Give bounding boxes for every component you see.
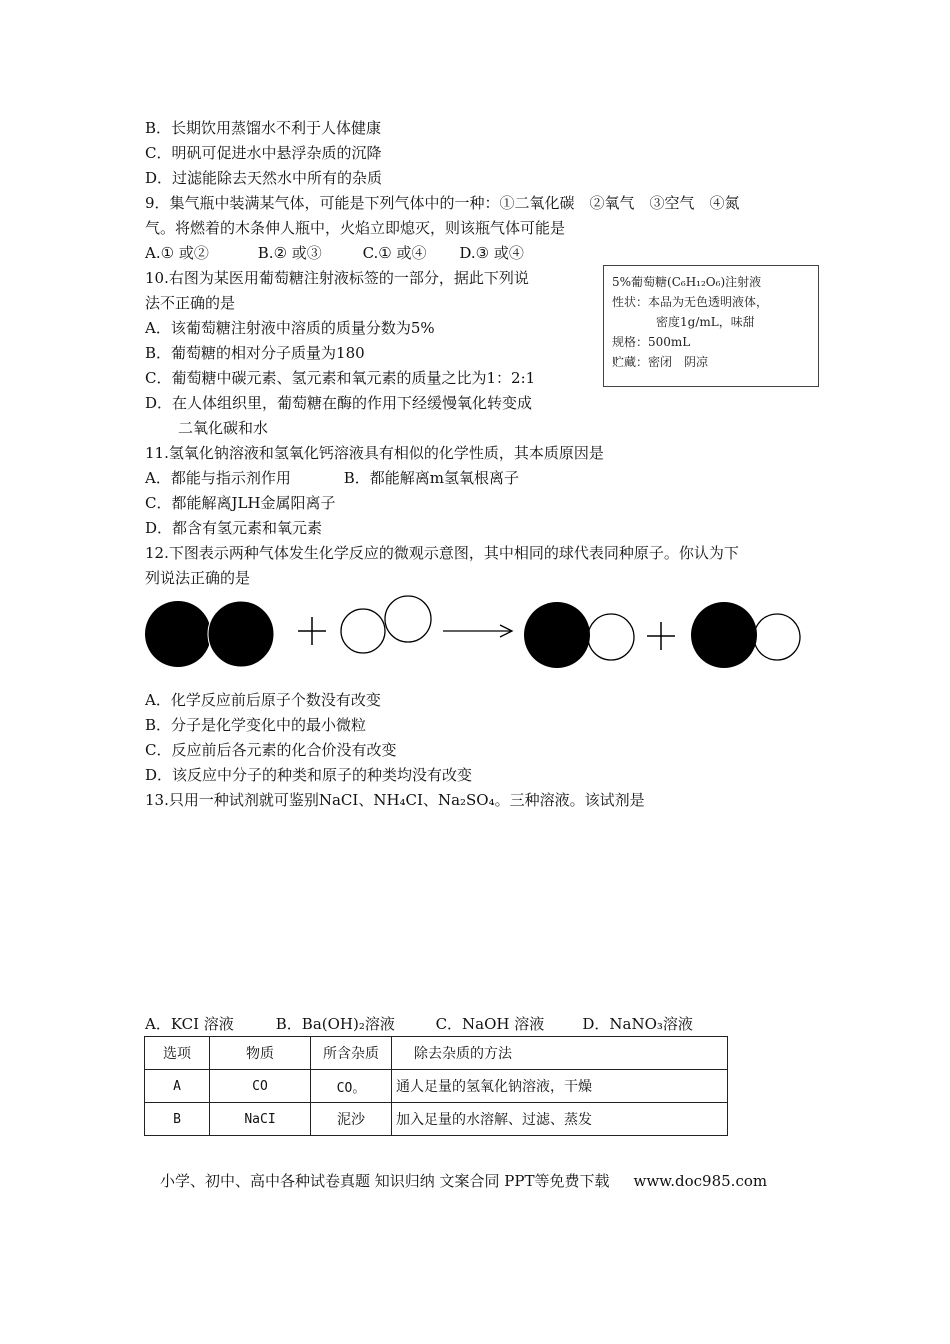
- q12-stem-line2: 列说法正确的是: [145, 569, 251, 587]
- impurity-table: [144, 1036, 728, 1136]
- label-line-1: 性状：本品为无色透明液体，: [612, 295, 769, 309]
- q10-option-a: A．该葡萄糖注射液中溶质的质量分数为5%: [145, 319, 435, 337]
- glucose-label-image: [603, 265, 819, 387]
- q12-option-d: D．该反应中分子的种类和原子的种类均没有改变: [145, 766, 473, 784]
- label-line-3: 规格：500mL: [612, 335, 691, 349]
- table-row: [145, 1070, 728, 1103]
- table-cell: CO。: [311, 1070, 392, 1103]
- label-line-2: 密度1g/mL，味甜: [656, 315, 755, 329]
- label-line-4: 贮藏：密闭 阴凉: [612, 355, 709, 369]
- table-cell: NaCI: [210, 1103, 311, 1136]
- q9-stem-line1: 9．集气瓶中装满某气体，可能是下列气体中的一种：①二氧化碳 ②氧气 ③空气 ④氮: [145, 194, 740, 212]
- q11-option-d: D．都含有氢元素和氧元素: [145, 519, 323, 537]
- footer-url[interactable]: www.doc985.com: [633, 1172, 768, 1190]
- table-cell: 泥沙: [311, 1103, 392, 1136]
- plus-sign: [298, 617, 326, 645]
- q9-stem-line2: 气。将燃着的木条伸人瓶中，火焰立即熄灭，则该瓶气体可能是: [145, 219, 566, 237]
- q13-option-d: D．NaNO₃溶液: [582, 1015, 693, 1033]
- q9-option-b: B.② 或③: [257, 244, 322, 262]
- q9-options: [145, 243, 524, 263]
- table-cell: 通人足量的氢氧化钠溶液，干燥: [392, 1070, 728, 1103]
- q13-stem: 13.只用一种试剂就可鉴别NaCI、NH₄CI、Na₂SO₄。三种溶液。该试剂是: [145, 791, 645, 809]
- table-row: [145, 1103, 728, 1136]
- reaction-diagram: [140, 590, 810, 680]
- q9-option-d: D.③ 或④: [459, 244, 524, 262]
- q11-option-a: A．都能与指示剂作用: [145, 469, 291, 487]
- table-header-cell: 选项: [145, 1037, 210, 1070]
- white-atom: [754, 614, 800, 660]
- table-cell: B: [145, 1103, 210, 1136]
- q10-option-c: C．葡萄糖中碳元素、氢元素和氧元素的质量之比为1：2:1: [145, 369, 536, 387]
- q13-option-a: A．KCI 溶液: [145, 1015, 234, 1033]
- q13-option-b: B．Ba(OH)₂溶液: [275, 1015, 395, 1033]
- q11-option-c: C．都能解离JLH金属阳离子: [145, 494, 336, 512]
- plus-sign: [647, 622, 675, 650]
- table-cell: 加入足量的水溶解、过滤、蒸发: [392, 1103, 728, 1136]
- table-header-cell: 所含杂质: [311, 1037, 392, 1070]
- table-header-row: [145, 1037, 728, 1070]
- q10-stem-line2: 法不正确的是: [145, 294, 236, 312]
- q8-option-b: B．长期饮用蒸馏水不利于人体健康: [145, 119, 382, 137]
- table-cell: A: [145, 1070, 210, 1103]
- white-atom: [385, 596, 431, 642]
- q10-stem-line1: 10.右图为某医用葡萄糖注射液标签的一部分，据此下列说: [145, 269, 529, 287]
- black-atom: [208, 601, 274, 667]
- q10-option-d: D．在人体组织里，葡萄糖在酶的作用下经缓慢氧化转变成: [145, 394, 533, 412]
- label-title: 5%葡萄糖(C₆H₁₂O₆)注射液: [612, 275, 762, 289]
- white-atom: [341, 609, 385, 653]
- q11-options-ab: [145, 468, 519, 488]
- black-atom: [145, 601, 211, 667]
- q8-option-c: C．明矾可促进水中悬浮杂质的沉降: [145, 144, 382, 162]
- reaction-arrow: [443, 625, 512, 637]
- page-footer: [160, 1170, 767, 1191]
- q12-stem-line1: 12.下图表示两种气体发生化学反应的微观示意图，其中相同的球代表同种原子。你认为下: [145, 544, 739, 562]
- white-atom: [588, 614, 634, 660]
- q8-option-d: D．过滤能除去天然水中所有的杂质: [145, 169, 383, 187]
- table-cell: CO: [210, 1070, 311, 1103]
- q13-options: [145, 1014, 693, 1034]
- table-header-cell: 物质: [210, 1037, 311, 1070]
- q12-option-c: C．反应前后各元素的化合价没有改变: [145, 741, 397, 759]
- black-atom: [524, 602, 590, 668]
- q13-option-c: C．NaOH 溶液: [435, 1015, 545, 1033]
- q12-option-b: B．分子是化学变化中的最小微粒: [145, 716, 367, 734]
- black-atom: [691, 602, 757, 668]
- footer-text: 小学、初中、高中各种试卷真题 知识归纳 文案合同 PPT等免费下载: [160, 1172, 610, 1190]
- q12-option-a: A．化学反应前后原子个数没有改变: [145, 691, 381, 709]
- q11-option-b: B．都能解离m氢氧根离子: [343, 469, 520, 487]
- q10-option-b: B．葡萄糖的相对分子质量为180: [145, 344, 365, 362]
- q11-stem: 11.氢氧化钠溶液和氢氧化钙溶液具有相似的化学性质，其本质原因是: [145, 444, 604, 462]
- q9-option-a: A.① 或②: [145, 244, 209, 262]
- q10-option-d-cont: 二氧化碳和水: [178, 419, 269, 437]
- table-header-cell: 除去杂质的方法: [392, 1037, 728, 1070]
- q9-option-c: C.① 或④: [362, 244, 427, 262]
